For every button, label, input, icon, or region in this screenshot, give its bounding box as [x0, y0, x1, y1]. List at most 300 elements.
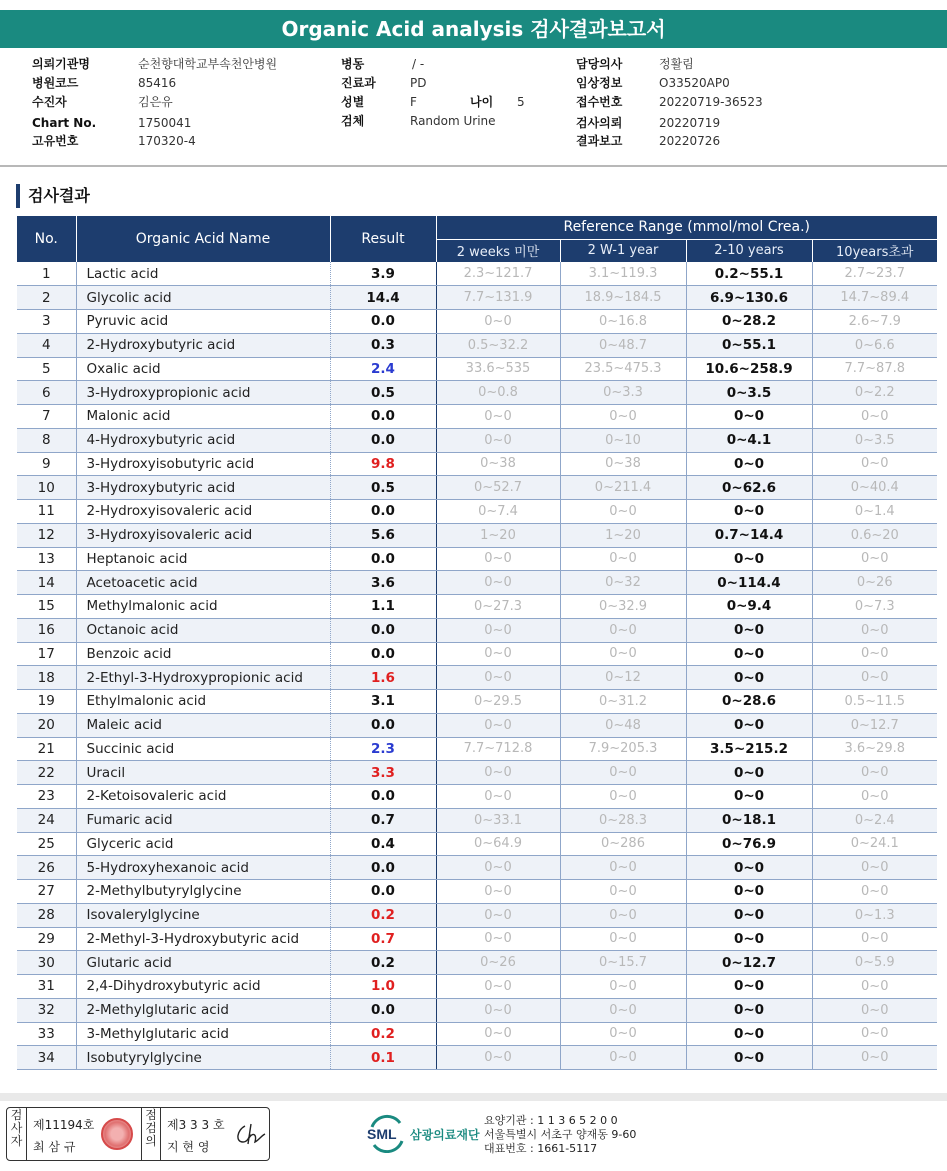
result-value: 3.6 [330, 571, 436, 595]
reference-range: 0~62.6 [686, 476, 812, 500]
reference-range: 0~0 [436, 856, 560, 880]
result-value: 0.0 [330, 405, 436, 429]
table-row [17, 428, 937, 452]
row-number: 31 [17, 975, 76, 999]
reference-range: 0~0 [686, 500, 812, 524]
table-row [17, 286, 937, 310]
reference-range: 0~0 [436, 642, 560, 666]
reference-range: 0~0 [436, 1046, 560, 1070]
reference-range: 0~0 [812, 618, 937, 642]
reference-range: 0~55.1 [686, 333, 812, 357]
reference-range: 0~0 [560, 856, 686, 880]
reference-range: 0~0 [436, 571, 560, 595]
table-row [17, 880, 937, 904]
info-label: 임상정보 [576, 76, 623, 90]
lab-info-line: 대표번호 : 1661-5117 [484, 1142, 598, 1155]
result-value: 0.2 [330, 903, 436, 927]
reference-range: 0~0 [812, 547, 937, 571]
table-row [17, 903, 937, 927]
acid-name: Octanoic acid [76, 618, 330, 642]
acid-name: Maleic acid [76, 713, 330, 737]
table-row [17, 927, 937, 951]
table-row [17, 1046, 937, 1070]
footer-divider [0, 1093, 947, 1101]
acid-name: Benzoic acid [76, 642, 330, 666]
reference-range: 2.7~23.7 [812, 262, 937, 286]
reference-range: 0~0 [686, 785, 812, 809]
reference-range: 0~33.1 [436, 808, 560, 832]
reference-range: 0~12.7 [812, 713, 937, 737]
reference-range: 0~0 [686, 927, 812, 951]
info-value: / - [412, 57, 425, 71]
result-value: 2.4 [330, 357, 436, 381]
reference-range: 0~48 [560, 713, 686, 737]
row-number: 2 [17, 286, 76, 310]
result-value: 14.4 [330, 286, 436, 310]
reference-range: 0~10 [560, 428, 686, 452]
result-value: 1.1 [330, 595, 436, 619]
report-title: Organic Acid analysis 검사결과보고서 [0, 10, 947, 48]
result-value: 0.0 [330, 547, 436, 571]
row-number: 34 [17, 1046, 76, 1070]
acid-name: Isobutyrylglycine [76, 1046, 330, 1070]
info-value: 20220719 [659, 116, 721, 130]
acid-name: Lactic acid [76, 262, 330, 286]
reference-range: 6.9~130.6 [686, 286, 812, 310]
result-value: 3.1 [330, 690, 436, 714]
header-result: Result [330, 216, 436, 262]
info-value: 순천향대학교부속천안병원 [138, 57, 278, 71]
reference-range: 0~0 [560, 500, 686, 524]
reference-range: 0~12.7 [686, 951, 812, 975]
reference-range: 0~0 [686, 713, 812, 737]
result-value: 2.3 [330, 737, 436, 761]
table-row [17, 381, 937, 405]
reference-range: 0~6.6 [812, 333, 937, 357]
info-value: 85416 [138, 76, 177, 90]
acid-name: 2-Hydroxyisovaleric acid [76, 500, 330, 524]
result-value: 0.2 [330, 1022, 436, 1046]
reference-range: 0~0 [812, 761, 937, 785]
approver-number: 제3 3 3 호 [167, 1118, 225, 1132]
table-row [17, 761, 937, 785]
result-value: 0.5 [330, 476, 436, 500]
reference-range: 23.5~475.3 [560, 357, 686, 381]
result-value: 0.0 [330, 713, 436, 737]
reference-range: 0.2~55.1 [686, 262, 812, 286]
inspector-name: 최 삼 규 [33, 1140, 76, 1154]
reference-range: 0~0 [436, 998, 560, 1022]
reference-range: 0~0 [812, 880, 937, 904]
row-number: 13 [17, 547, 76, 571]
result-value: 0.7 [330, 927, 436, 951]
table-row [17, 785, 937, 809]
reference-range: 0~0 [686, 666, 812, 690]
table-row [17, 618, 937, 642]
lab-info-line: 서울특별시 서초구 양재동 9-60 [484, 1128, 637, 1141]
info-value: F [410, 95, 417, 109]
reference-range: 0~0 [436, 975, 560, 999]
row-number: 5 [17, 357, 76, 381]
reference-range: 0~0 [812, 1022, 937, 1046]
age-label: 나이 [470, 95, 494, 109]
reference-range: 0~18.1 [686, 808, 812, 832]
logo-text: SML [367, 1126, 397, 1142]
reference-range: 0~32.9 [560, 595, 686, 619]
acid-name: Methylmalonic acid [76, 595, 330, 619]
info-label: 병동 [341, 57, 365, 71]
acid-name: 3-Hydroxypropionic acid [76, 381, 330, 405]
reference-range: 0~7.3 [812, 595, 937, 619]
row-number: 16 [17, 618, 76, 642]
reference-range: 0~76.9 [686, 832, 812, 856]
table-row [17, 405, 937, 429]
result-value: 0.3 [330, 333, 436, 357]
acid-name: Glutaric acid [76, 951, 330, 975]
reference-range: 0~0 [436, 618, 560, 642]
table-row [17, 856, 937, 880]
row-number: 32 [17, 998, 76, 1022]
reference-range: 0~2.2 [812, 381, 937, 405]
reference-range: 0~0 [812, 927, 937, 951]
row-number: 15 [17, 595, 76, 619]
row-number: 9 [17, 452, 76, 476]
reference-range: 0~40.4 [812, 476, 937, 500]
header-reference: Reference Range (mmol/mol Crea.) [436, 216, 937, 239]
lab-name: 삼광의료재단 [410, 1128, 480, 1142]
reference-range: 0~211.4 [560, 476, 686, 500]
reference-range: 0~28.2 [686, 310, 812, 334]
seal-stamp-icon [101, 1118, 133, 1150]
section-title: 검사결과 [16, 184, 90, 208]
reference-range: 0~0.8 [436, 381, 560, 405]
reference-range: 0~0 [436, 927, 560, 951]
reference-range: 0~0 [560, 547, 686, 571]
reference-range: 0~2.4 [812, 808, 937, 832]
result-value: 1.0 [330, 975, 436, 999]
reference-range: 0.6~20 [812, 523, 937, 547]
acid-name: 2-Ketoisovaleric acid [76, 785, 330, 809]
result-value: 0.0 [330, 500, 436, 524]
reference-range: 0~0 [436, 405, 560, 429]
info-label: 결과보고 [576, 134, 623, 148]
row-number: 11 [17, 500, 76, 524]
reference-range: 0~0 [686, 547, 812, 571]
reference-range: 0~0 [686, 1022, 812, 1046]
reference-range: 0~0 [812, 1046, 937, 1070]
table-row [17, 713, 937, 737]
table-row [17, 547, 937, 571]
row-number: 1 [17, 262, 76, 286]
reference-range: 0~28.6 [686, 690, 812, 714]
reference-range: 3.1~119.3 [560, 262, 686, 286]
table-row [17, 975, 937, 999]
info-label: 병원코드 [32, 76, 79, 90]
reference-range: 0~0 [812, 452, 937, 476]
acid-name: 3-Methylglutaric acid [76, 1022, 330, 1046]
inspector-number: 제11194호 [33, 1118, 95, 1132]
reference-range: 0~0 [436, 428, 560, 452]
reference-range: 0~0 [686, 761, 812, 785]
inspector-label: 검사자 [7, 1108, 27, 1160]
reference-range: 0~0 [686, 880, 812, 904]
reference-range: 0~0 [686, 618, 812, 642]
reference-range: 0~1.4 [812, 500, 937, 524]
reference-range: 0~0 [436, 310, 560, 334]
table-row [17, 832, 937, 856]
acid-name: Acetoacetic acid [76, 571, 330, 595]
row-number: 33 [17, 1022, 76, 1046]
row-number: 10 [17, 476, 76, 500]
acid-name: 3-Hydroxyisobutyric acid [76, 452, 330, 476]
acid-name: 5-Hydroxyhexanoic acid [76, 856, 330, 880]
info-label: 진료과 [341, 76, 376, 90]
results-body [17, 262, 937, 1070]
info-value: 20220719-36523 [659, 95, 763, 109]
table-row [17, 310, 937, 334]
reference-range: 3.5~215.2 [686, 737, 812, 761]
lab-info-line: 요양기관 : 1 1 3 6 5 2 0 0 [484, 1114, 618, 1127]
row-number: 19 [17, 690, 76, 714]
table-row [17, 808, 937, 832]
reference-range: 0~3.5 [812, 428, 937, 452]
reference-range: 0~0 [436, 903, 560, 927]
table-row [17, 262, 937, 286]
info-value: 1750041 [138, 116, 192, 130]
result-value: 0.0 [330, 642, 436, 666]
acid-name: 2-Methyl-3-Hydroxybutyric acid [76, 927, 330, 951]
lab-info [484, 1114, 636, 1156]
reference-range: 14.7~89.4 [812, 286, 937, 310]
reference-range: 0~3.5 [686, 381, 812, 405]
reference-range: 0~32 [560, 571, 686, 595]
acid-name: 2-Ethyl-3-Hydroxypropionic acid [76, 666, 330, 690]
reference-range: 0.5~32.2 [436, 333, 560, 357]
reference-range: 0~31.2 [560, 690, 686, 714]
result-value: 0.0 [330, 428, 436, 452]
row-number: 28 [17, 903, 76, 927]
reference-range: 0~0 [560, 1046, 686, 1070]
reference-range: 0~0 [436, 1022, 560, 1046]
acid-name: Oxalic acid [76, 357, 330, 381]
reference-range: 0~16.8 [560, 310, 686, 334]
reference-range: 0~0 [812, 642, 937, 666]
reference-range: 0~0 [812, 998, 937, 1022]
reference-range: 0~0 [686, 1046, 812, 1070]
result-value: 0.5 [330, 381, 436, 405]
row-number: 30 [17, 951, 76, 975]
result-value: 0.0 [330, 785, 436, 809]
info-value: O33520AP0 [659, 76, 730, 90]
table-row [17, 595, 937, 619]
acid-name: 3-Hydroxyisovaleric acid [76, 523, 330, 547]
info-label: 접수번호 [576, 95, 623, 109]
acid-name: 2-Methylbutyrylglycine [76, 880, 330, 904]
row-number: 22 [17, 761, 76, 785]
table-row [17, 452, 937, 476]
acid-name: Malonic acid [76, 405, 330, 429]
reference-range: 0~0 [560, 618, 686, 642]
signature-icon [233, 1120, 267, 1148]
reference-range: 18.9~184.5 [560, 286, 686, 310]
reference-range: 0~0 [560, 998, 686, 1022]
reference-range: 0~0 [436, 666, 560, 690]
reference-range: 0~28.3 [560, 808, 686, 832]
result-value: 0.1 [330, 1046, 436, 1070]
header-range-2-10y: 2-10 years [686, 239, 812, 262]
reference-range: 0~48.7 [560, 333, 686, 357]
reference-range: 0~0 [436, 785, 560, 809]
reference-range: 0~0 [560, 405, 686, 429]
result-value: 0.0 [330, 998, 436, 1022]
table-row [17, 357, 937, 381]
reference-range: 0~286 [560, 832, 686, 856]
acid-name: 2,4-Dihydroxybutyric acid [76, 975, 330, 999]
info-label: 검체 [341, 114, 365, 128]
reference-range: 0~0 [686, 642, 812, 666]
result-value: 9.8 [330, 452, 436, 476]
acid-name: Pyruvic acid [76, 310, 330, 334]
info-value: 170320-4 [138, 134, 196, 148]
patient-info [0, 55, 947, 163]
info-label: 성별 [341, 95, 365, 109]
result-value: 0.0 [330, 618, 436, 642]
reference-range: 0.7~14.4 [686, 523, 812, 547]
reference-range: 0~0 [560, 880, 686, 904]
acid-name: Succinic acid [76, 737, 330, 761]
reference-range: 0~38 [436, 452, 560, 476]
reference-range: 0~9.4 [686, 595, 812, 619]
result-value: 0.4 [330, 832, 436, 856]
result-value: 0.0 [330, 856, 436, 880]
reference-range: 0.5~11.5 [812, 690, 937, 714]
table-row [17, 642, 937, 666]
reference-range: 0~7.4 [436, 500, 560, 524]
reference-range: 0~114.4 [686, 571, 812, 595]
reference-range: 0~0 [686, 903, 812, 927]
row-number: 14 [17, 571, 76, 595]
reference-range: 0~4.1 [686, 428, 812, 452]
row-number: 18 [17, 666, 76, 690]
row-number: 26 [17, 856, 76, 880]
reference-range: 7.9~205.3 [560, 737, 686, 761]
acid-name: Isovalerylglycine [76, 903, 330, 927]
table-row [17, 523, 937, 547]
reference-range: 7.7~712.8 [436, 737, 560, 761]
row-number: 23 [17, 785, 76, 809]
row-number: 24 [17, 808, 76, 832]
header-no: No. [17, 216, 76, 262]
acid-name: 4-Hydroxybutyric acid [76, 428, 330, 452]
info-value: Random Urine [410, 114, 496, 128]
reference-range: 0~0 [812, 405, 937, 429]
reference-range: 0~0 [686, 975, 812, 999]
reference-range: 0~38 [560, 452, 686, 476]
reference-range: 0~0 [686, 856, 812, 880]
reference-range: 0~0 [560, 761, 686, 785]
result-value: 3.9 [330, 262, 436, 286]
row-number: 17 [17, 642, 76, 666]
results-table [17, 216, 937, 1070]
table-row [17, 737, 937, 761]
reference-range: 7.7~131.9 [436, 286, 560, 310]
reference-range: 0~15.7 [560, 951, 686, 975]
acid-name: 3-Hydroxybutyric acid [76, 476, 330, 500]
acid-name: 2-Hydroxybutyric acid [76, 333, 330, 357]
row-number: 20 [17, 713, 76, 737]
reference-range: 0~0 [560, 1022, 686, 1046]
header-range-10y-plus: 10years초과 [812, 239, 937, 262]
reference-range: 0~27.3 [436, 595, 560, 619]
reference-range: 1~20 [436, 523, 560, 547]
reference-range: 10.6~258.9 [686, 357, 812, 381]
reference-range: 0~0 [812, 785, 937, 809]
reference-range: 0~0 [560, 642, 686, 666]
row-number: 8 [17, 428, 76, 452]
header-range-2w-1y: 2 W-1 year [560, 239, 686, 262]
acid-name: Ethylmalonic acid [76, 690, 330, 714]
reference-range: 0~5.9 [812, 951, 937, 975]
info-value: 정활림 [659, 57, 694, 71]
row-number: 7 [17, 405, 76, 429]
acid-name: 2-Methylglutaric acid [76, 998, 330, 1022]
reference-range: 0~29.5 [436, 690, 560, 714]
acid-name: Fumaric acid [76, 808, 330, 832]
table-row [17, 998, 937, 1022]
info-label: 고유번호 [32, 134, 79, 148]
reference-range: 1~20 [560, 523, 686, 547]
header-range-2weeks: 2 weeks 미만 [436, 239, 560, 262]
reference-range: 33.6~535 [436, 357, 560, 381]
row-number: 27 [17, 880, 76, 904]
result-value: 0.0 [330, 310, 436, 334]
reference-range: 0~26 [812, 571, 937, 595]
row-number: 4 [17, 333, 76, 357]
reference-range: 0~0 [686, 998, 812, 1022]
table-row [17, 951, 937, 975]
row-number: 6 [17, 381, 76, 405]
reference-range: 0~1.3 [812, 903, 937, 927]
acid-name: Uracil [76, 761, 330, 785]
acid-name: Glyceric acid [76, 832, 330, 856]
reference-range: 0~0 [560, 975, 686, 999]
result-value: 0.2 [330, 951, 436, 975]
reference-range: 0~0 [560, 785, 686, 809]
row-number: 21 [17, 737, 76, 761]
result-value: 0.0 [330, 880, 436, 904]
reference-range: 0~0 [686, 405, 812, 429]
row-number: 12 [17, 523, 76, 547]
reference-range: 0~0 [436, 713, 560, 737]
table-row [17, 1022, 937, 1046]
header-name: Organic Acid Name [76, 216, 330, 262]
reference-range: 0~0 [436, 880, 560, 904]
reference-range: 3.6~29.8 [812, 737, 937, 761]
table-row [17, 476, 937, 500]
reference-range: 0~0 [436, 547, 560, 571]
info-label: Chart No. [32, 116, 97, 130]
table-row [17, 571, 937, 595]
reference-range: 7.7~87.8 [812, 357, 937, 381]
reference-range: 0~3.3 [560, 381, 686, 405]
reference-range: 0~0 [436, 761, 560, 785]
reference-range: 2.3~121.7 [436, 262, 560, 286]
reference-range: 0~52.7 [436, 476, 560, 500]
table-row [17, 500, 937, 524]
info-label: 의뢰기관명 [32, 57, 90, 71]
table-row [17, 666, 937, 690]
result-value: 5.6 [330, 523, 436, 547]
